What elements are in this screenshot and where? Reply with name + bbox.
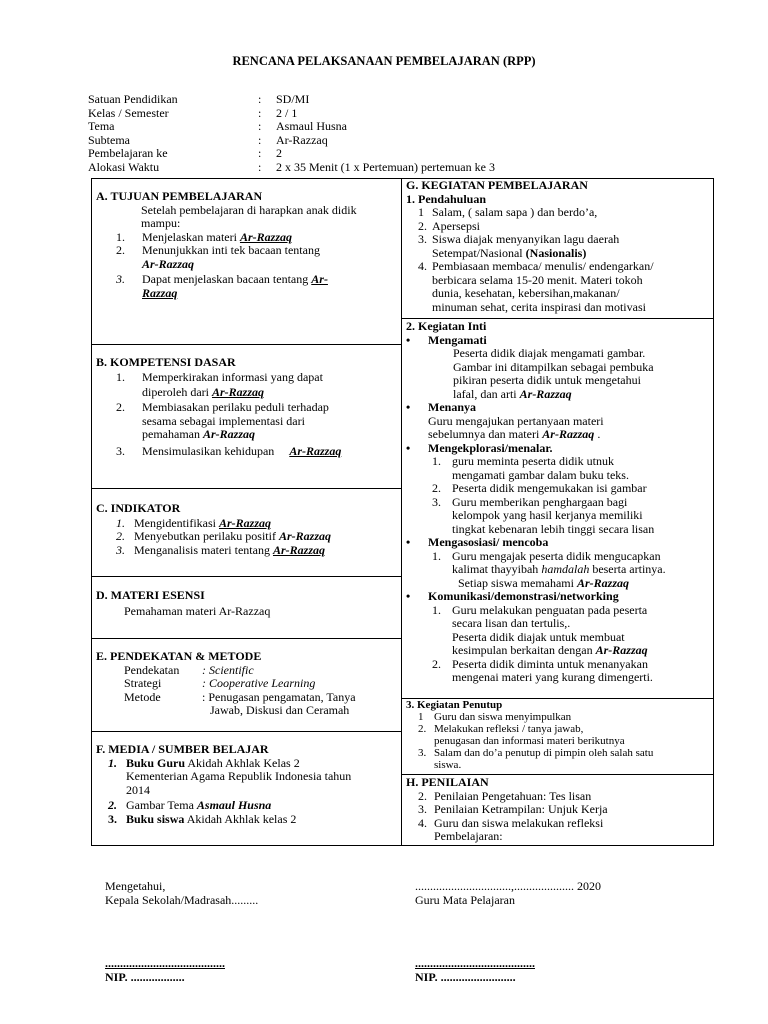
signature-line-right [415,957,535,984]
intro-text: mampu: [141,216,181,230]
item-text [434,723,625,747]
item-text: Peserta didik mengemukakan isi gambar [452,481,647,495]
item-text-part: Menjelaskan materi [142,229,240,244]
section-heading: F. MEDIA / SUMBER BELAJAR [96,742,269,756]
subject-emphasis: Ar-Razzaq [289,443,342,458]
item-text: Salam, ( salam sapa ) dan berdo’a, [432,205,598,219]
activity-title: Mengamati [428,332,487,347]
item-number: 2. [116,529,125,543]
section-heading: C. INDIKATOR [96,501,181,515]
method-row [96,677,396,691]
item-number: 2. [418,723,427,735]
activity-line: Guru mengajukan pertanyaan materi [428,413,604,428]
section-media [96,743,396,826]
activity-title: Mengekplorasi/menalar. [428,440,553,455]
method-value-part: Jawab, Diskusi dan Ceramah [210,703,350,717]
list-item [406,711,711,723]
section-penutup [406,699,711,771]
info-value: 2 / 1 [276,105,298,120]
item-text-part: kalimat thayyibah [452,562,542,576]
item-text-part: Buku Guru [126,755,186,770]
subsection-heading: 3. Kegiatan Penutup [406,699,503,711]
activity-heading [406,334,711,348]
item-number: 1 [418,205,424,219]
signature-line: ........................................ [415,956,535,970]
item-text-part: Guru memberikan penghargaan bagi [452,494,628,509]
item-text: Guru dan siswa menyimpulkan [434,711,572,723]
item-text-part: Kementerian Agama Republik Indonesia tahun [126,769,352,783]
item-number: 1. [116,369,125,384]
activity-heading [406,442,711,456]
info-block [88,93,688,174]
list-item [96,517,396,531]
item-text-part: Mengidentifikasi [134,515,219,530]
item-text-part: 2014 [126,782,150,797]
item-number: 3. [116,272,125,286]
info-colon: : [258,132,262,147]
list-item [96,757,396,798]
item-text-part: tingkat kebenaran lebih tinggi secara lisan [452,521,655,536]
item-text-part: dunia, kesehatan, kebersihan,makanan/ [432,286,620,300]
list-item [406,260,711,314]
item-emphasis: hamdalah [541,562,590,576]
info-value: 2 x 35 Menit (1 x Pertemuan) pertemuan ke 3 [276,159,495,174]
signature-line-left [105,957,225,984]
item-text-part: Menganalisis materi tentang [134,542,273,557]
item-text [142,273,328,300]
item-text-part: Peserta didik diajak untuk membuat [452,629,625,644]
item-text [434,747,653,771]
method-key: Pendekatan [124,662,180,677]
subject-emphasis: Ar-Razzaq [542,427,595,441]
subject-emphasis: Razzaq [142,285,178,300]
item-text [134,517,271,531]
item-text-part: Guru mengajak peserta didik mengucapkan [452,548,661,563]
item-number: 2. [432,656,441,671]
item-text [142,231,292,245]
item-text: Penilaian Ketrampilan: Unjuk Kerja [434,802,608,816]
info-row [88,147,688,161]
item-text [126,799,271,813]
bullet-icon: • [406,332,411,347]
subject-emphasis: Ar-Razzaq [218,515,271,530]
subject-emphasis: Ar-Razzaq [142,256,195,271]
bullet-icon: • [406,589,411,603]
item-text [452,496,654,537]
item-text [432,260,654,314]
item-number: 3. [418,232,427,246]
activity-line: Peserta didik diajak mengamati gambar. [453,346,646,360]
item-text-part: Setiap siswa memahami [458,575,577,590]
subject-emphasis: Ar-Razzaq [272,542,325,557]
item-text-part: Guru dan siswa melakukan refleksi [434,815,604,830]
item-number: 2. [418,788,427,803]
list-item [406,233,711,260]
info-row [88,161,688,175]
info-key: Alokasi Waktu [88,159,160,174]
info-key: Kelas / Semester [88,105,169,120]
item-text [452,455,629,482]
signature-caption: Mengetahui, [105,879,166,893]
signature-left [105,880,258,907]
item-text-part: Salam dan do’a penutup di pimpin oleh salah satu [434,747,654,759]
item-number: 2. [116,400,125,414]
activity-title: Komunikasi/demonstrasi/networking [428,589,619,603]
item-text-part: diperoleh dari [142,385,212,399]
item-text-part: Siswa diajak menyanyikan lagu daerah [432,232,620,246]
list-item [96,530,396,544]
subject-emphasis: Ar-Razzaq [202,427,255,441]
item-text-part: Pembiasaan membaca/ menulis/ endengarkan/ [432,259,654,273]
method-value: : Scientific [202,662,254,677]
item-text [134,544,325,558]
item-text-part: Akidah Akhlak kelas 2 [184,811,297,826]
activity-line-part: . [594,427,601,441]
subject-emphasis: Ar-Razzaq [595,643,648,657]
section-heading: G. KEGIATAN PEMBELAJARAN [406,178,588,192]
signature-line: ........................................ [105,956,225,970]
list-item [96,273,396,300]
item-text-part: Menyebutkan perilaku positif [134,529,279,543]
nip-field: NIP. ......................... [415,969,516,984]
activity-line: Gambar ini ditampilkan sebagai pembuka [453,359,654,374]
item-text [142,401,329,442]
item-text [434,817,603,844]
item-text-part: berbicara selama 15-20 menit. Materi tokoh [432,272,643,287]
subject-emphasis: Ar-Razzaq [519,386,572,401]
item-text-part: Membiasakan perilaku peduli terhadap [142,400,329,414]
method-key: Strategi [124,676,162,690]
section-heading: E. PENDEKATAN & METODE [96,649,262,663]
item-text-part: mengamati gambar dalam buku teks. [452,467,629,482]
info-key: Tema [88,119,115,133]
info-key: Subtema [88,132,130,147]
subsection-heading: 2. Kegiatan Inti [406,319,487,333]
list-item [406,550,711,591]
section-heading: B. KOMPETENSI DASAR [96,355,236,369]
item-text [452,550,666,591]
info-value: 2 [276,146,282,160]
list-item [406,206,711,220]
bullet-icon: • [406,400,411,414]
list-item [96,445,396,459]
list-item [96,813,396,827]
method-value [202,691,356,718]
nip-field: NIP. .................. [105,969,185,984]
item-emphasis: (Nasionalis) [525,245,587,260]
activity-text [406,415,711,442]
subject-emphasis: Ar-Razzaq [239,229,292,244]
item-number: 1. [432,602,441,617]
item-number: 3. [116,443,125,458]
item-number: 3. [116,542,125,557]
item-text-part: minuman sehat, cerita inspirasi dan motivasi [432,299,646,314]
section-kompetensi [96,356,396,458]
method-key: Metode [124,689,161,704]
item-number: 3. [418,747,427,759]
bullet-icon: • [406,535,411,549]
item-text-part: kelompok yang hasil kerjanya memiliki [452,508,643,522]
item-number: 1 [418,711,424,723]
item-text-part: Menunjukkan inti tek bacaan tentang [142,243,320,257]
item-text-part: Melakukan refleksi / tanya jawab, [434,723,584,735]
info-colon: : [258,92,262,106]
activity-line-part: lafal, dan arti [453,386,520,401]
item-text-part: mengenai materi yang kurang dimengerti. [452,670,653,684]
subsection-heading: 1. Pendahuluan [406,191,487,206]
activity-line-part: sebelumnya dan materi [428,427,543,441]
item-number: 2. [418,218,427,233]
item-text-part: pemahaman [142,427,203,441]
item-text-part: penugasan dan informasi materi berikutnya [434,735,625,747]
info-value: Ar-Razzaq [276,132,328,147]
list-item [96,371,396,402]
info-key: Pembelajaran ke [88,146,168,160]
list-item [406,817,711,844]
item-text-part: Setempat/Nasional [432,245,526,260]
item-text-part: secara lisan dan tertulis,. [452,616,571,630]
list-item [406,482,711,496]
list-item [406,604,711,658]
list-item [406,790,711,804]
item-text-part: Peserta didik diminta untuk menanyakan [452,656,648,671]
item-text [126,757,351,798]
subject-emphasis: Ar-Razzaq [576,575,629,590]
item-text [142,371,323,402]
document-title: RENCANA PELAKSANAAN PEMBELAJARAN (RPP) [232,54,536,68]
info-colon: : [258,159,262,174]
list-item [406,496,711,537]
info-row [88,93,688,107]
signature-role: Guru Mata Pelajaran [415,892,515,907]
info-colon: : [258,146,262,160]
activity-text [406,347,711,401]
list-item [406,455,711,482]
info-row [88,120,688,134]
section-penilaian [406,776,711,844]
section-indikator [96,502,396,557]
materi-text: Pemahaman materi Ar-Razzaq [124,603,271,618]
item-text [126,813,296,827]
item-text-part: Buku siswa [126,811,185,826]
method-value: : Cooperative Learning [202,676,316,690]
info-colon: : [258,105,262,120]
method-row [96,691,396,718]
item-number: 1. [116,229,125,244]
item-number: 1. [432,548,441,563]
item-text [142,244,320,271]
item-text-part: siswa. [434,759,462,771]
list-item [406,220,711,234]
list-item [406,803,711,817]
info-value: SD/MI [276,92,310,106]
signature-right [415,880,601,907]
item-text-part: Mensimulasikan kehidupan [142,443,278,458]
item-number: 1. [108,755,117,770]
item-number: 2. [108,798,117,812]
theme-emphasis: Asmaul Husna [196,798,272,812]
subject-emphasis: Ar-Razzaq [278,529,331,543]
item-text-part: Memperkirakan informasi yang dapat [142,369,323,384]
list-item [96,401,396,442]
item-text [142,445,341,459]
info-row [88,134,688,148]
item-text-part: kesimpulan berkaitan dengan [452,643,596,657]
activity-title: Mengasosiasi/ mencoba [428,535,549,549]
item-number: 2. [116,243,125,257]
section-heading: H. PENILAIAN [406,775,489,789]
info-key: Satuan Pendidikan [88,92,178,106]
section-tujuan [96,190,396,300]
item-text [432,233,619,260]
signature-role: Kepala Sekolah/Madrasah......... [105,892,259,907]
subject-emphasis: Ar-Razzaq [211,385,264,399]
signature-date: ................................,.................... 2020 [415,879,601,893]
section-pendekatan [96,650,396,718]
section-kegiatan-inti [406,320,711,685]
item-number: 1. [432,454,441,468]
item-text: Apersepsi [432,218,480,233]
method-value-part: : Penugasan pengamatan, Tanya [202,689,356,704]
activity-line [453,388,711,402]
section-heading: A. TUJUAN PEMBELAJARAN [96,189,263,203]
activity-line [428,428,711,442]
item-text-part: Dapat menjelaskan bacaan tentang [142,272,312,286]
activity-title: Menanya [428,400,476,414]
info-value: Asmaul Husna [276,119,347,133]
item-text-part: guru meminta peserta didik utnuk [452,454,614,468]
activity-heading [406,536,711,550]
section-kegiatan [406,179,711,314]
list-item [406,723,711,747]
item-text: Penilaian Pengetahuan: Tes lisan [434,788,592,803]
item-number: 1. [116,515,125,530]
item-text-part: Guru melakukan penguatan pada peserta [452,602,648,617]
item-text-part: sesama sebagai implementasi dari [142,413,305,428]
item-text-part: Akidah Akhlak Kelas 2 [185,755,300,770]
item-number: 4. [418,259,427,273]
info-row [88,107,688,121]
list-item [96,231,396,245]
item-number: 3. [432,494,441,509]
item-text-part: beserta artinya. [589,562,666,576]
item-text-part: Pembelajaran: [434,829,503,843]
activity-heading [406,401,711,415]
list-item [406,747,711,771]
subject-emphasis: Ar- [311,272,328,286]
section-heading: D. MATERI ESENSI [96,588,205,602]
item-number: 3. [108,811,117,826]
section-materi [96,589,396,618]
item-number: 2. [432,481,441,495]
item-text-part: Gambar Tema [126,798,197,812]
bullet-icon: • [406,440,411,455]
method-row [96,664,396,678]
list-item [96,544,396,558]
intro-text: Setelah pembelajaran di harapkan anak didik [141,202,357,217]
activity-line: pikiran peserta didik untuk mengetahui [453,373,641,387]
list-item [406,658,711,685]
activity-heading [406,590,711,604]
item-number: 3. [418,802,427,816]
item-text [134,530,331,544]
info-colon: : [258,119,262,133]
list-item [96,799,396,813]
list-item [96,244,396,271]
item-number: 4. [418,815,427,830]
item-text [452,604,648,658]
item-text [452,658,653,685]
